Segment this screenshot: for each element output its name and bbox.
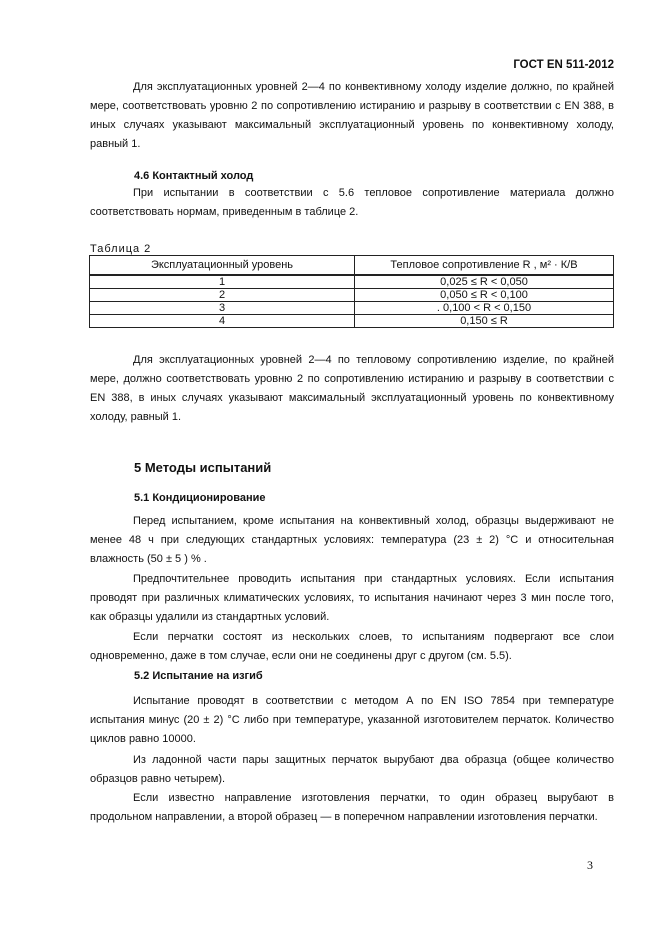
section-4-6-title: 4.6 Контактный холод [134,170,254,182]
document-standard-header: ГОСТ EN 511-2012 [513,59,614,71]
page-number: 3 [587,858,593,872]
table-cell-resistance: 0,050 ≤ R < 0,100 [355,289,614,302]
section-5-2-p3: Если известно направление изготовления перчатки, то один образец вырубают в продольном направлении, а второй образец — в поперечном направлении изготовления перчатки. [90,792,614,823]
table-cell-level: 3 [90,302,355,315]
table-row [90,302,614,315]
section-5-2-title: 5.2 Испытание на изгиб [134,670,263,682]
table-caption: Таблица 2 [90,243,152,255]
section-4-6-text: При испытании в соответствии с 5.6 тепловое сопротивление материала должно соответствовать нормам, приведенным в таблице 2. [90,187,614,218]
section-5-2-p1: Испытание проводят в соответствии с методом А по EN ISO 7854 при температуре испытания минус (20 ± 2) °С либо при температуре, указанной изготовителем перчаток. Количество циклов равно 10000. [90,695,614,745]
table-row [90,289,614,302]
table-header-row [90,256,614,276]
table-header-resistance: Тепловое сопротивление R , м² · К/В [355,256,614,276]
table-header-level: Эксплуатационный уровень [90,256,355,276]
table-cell-level: 2 [90,289,355,302]
after-table-paragraph: Для эксплуатационных уровней 2—4 по тепловому сопротивлению изделие, по крайней мере, должно соответствовать уровню 2 по сопротивлению истиранию и разрыву в соответствии с EN 388, в иных случаях указывают максимальный эксплуатационный уровень по конвективному холоду, равный 1. [90,354,614,423]
table-row [90,275,614,289]
table-cell-resistance: 0,025 ≤ R < 0,050 [355,275,614,289]
section-5-1-p2: Предпочтительнее проводить испытания при стандартных условиях. Если испытания проводят при различных климатических условиях, то испытания начинают через 3 мин после того, как образцы удалили из стандартных условий. [90,573,614,623]
table-cell-level: 1 [90,275,355,289]
section-5-1-p1: Перед испытанием, кроме испытания на конвективный холод, образцы выдерживают не менее 48 ч при следующих стандартных условиях: температура (23 ± 2) °С и относительная влажность (50 ± 5 ) % . [90,515,614,565]
table-cell-level: 4 [90,315,355,328]
section-5-title: 5 Методы испытаний [134,460,272,475]
table-cell-resistance: . 0,100 < R < 0,150 [355,302,614,315]
section-5-1-p3: Если перчатки состоят из нескольких слоев, то испытаниям подвергают все слои одновременно, даже в том случае, если они не соединены друг с другом (см. 5.5). [90,631,614,662]
section-5-2-p2: Из ладонной части пары защитных перчаток вырубают два образца (общее количество образцов равно четырем). [90,754,614,785]
thermal-resistance-table [89,255,614,328]
table-row [90,315,614,328]
table-cell-resistance: 0,150 ≤ R [355,315,614,328]
intro-paragraph: Для эксплуатационных уровней 2—4 по конвективному холоду изделие должно, по крайней мере, соответствовать уровню 2 по сопротивлению истиранию и разрыву в соответствии с EN 388, в иных случаях указывают максимальный эксплуатационный уровень по конвективному холоду, равный 1. [90,81,614,150]
section-5-1-title: 5.1 Кондиционирование [134,492,266,504]
